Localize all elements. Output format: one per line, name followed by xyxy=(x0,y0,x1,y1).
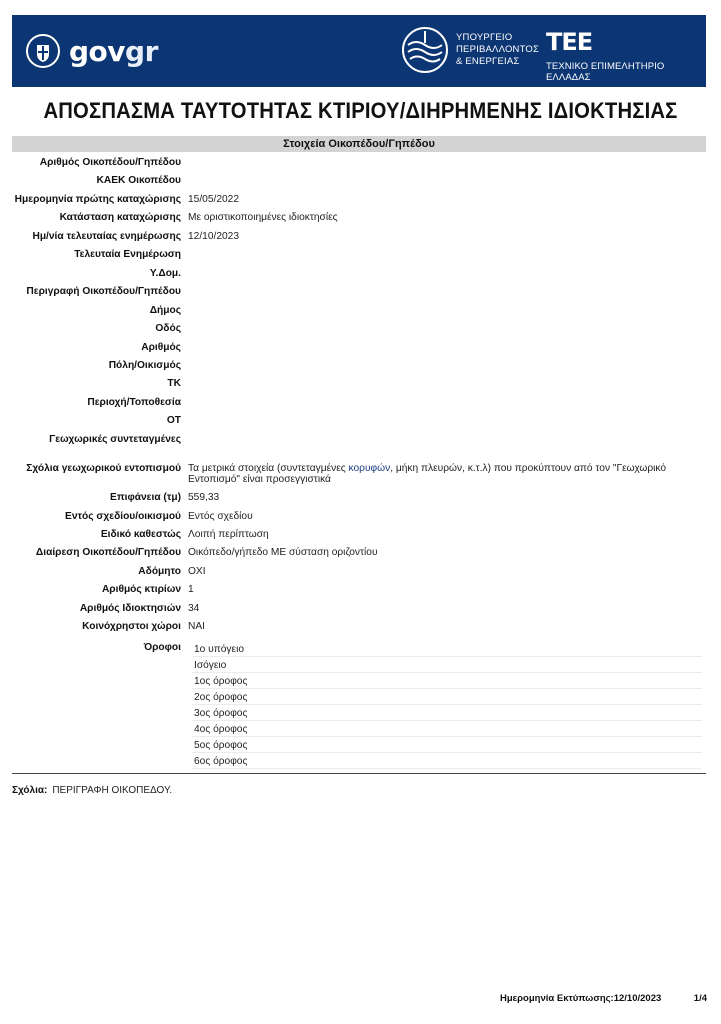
greek-emblem-icon xyxy=(25,33,61,69)
list-item: 5ος όροφος xyxy=(192,737,702,753)
tee-name: ΤΕΧΝΙΚΟ ΕΠΙΜΕΛΗΤΗΡΙΟ ΕΛΛΑΔΑΣ xyxy=(546,61,665,83)
section-title: Στοιχεία Οικοπέδου/Γηπέδου xyxy=(12,136,706,152)
floors-label: Όροφοι xyxy=(143,642,181,653)
comments-label: Σχόλια: xyxy=(12,785,48,796)
list-item: 6ος όροφος xyxy=(192,753,702,769)
floors-list xyxy=(192,641,702,769)
list-item: 3ος όροφος xyxy=(192,705,702,721)
tee-mark: ΤΕΕ xyxy=(546,28,593,56)
list-item: 4ος όροφος xyxy=(192,721,702,737)
tee-logo xyxy=(546,29,706,83)
header-bar xyxy=(12,15,706,87)
ministry-name: ΥΠΟΥΡΓΕΙΟ ΠΕΡΙΒΑΛΛΟΝΤΟΣ & ΕΝΕΡΓΕΙΑΣ xyxy=(456,32,540,67)
list-item: 2ος όροφος xyxy=(192,689,702,705)
list-item: Ισόγειο xyxy=(192,657,702,673)
comments xyxy=(12,785,172,796)
govgr-wordmark: govgr xyxy=(69,34,158,68)
divider xyxy=(12,773,706,774)
list-item: 1ο υπόγειο xyxy=(192,641,702,657)
comments-value: ΠΕΡΙΓΡΑΦΗ ΟΙΚΟΠΕΔΟΥ. xyxy=(52,785,173,796)
list-item: 1ος όροφος xyxy=(192,673,702,689)
geo-comment-text: Τα μετρικά στοιχεία (συντεταγμένες κορυφών, μήκη πλευρών, κ.τ.λ) που προκύπτουν από τον "Γεωχωρικό Εντοπισμό" είναι προσεγγιστικά xyxy=(188,463,667,485)
ministry-wave-icon xyxy=(400,25,450,75)
footer xyxy=(500,993,707,1004)
govgr-logo xyxy=(25,33,158,69)
page-number: 1/4 xyxy=(693,993,707,1004)
print-date: Ημερομηνία Εκτύπωσης:12/10/2023 xyxy=(500,993,662,1004)
document-title: ΑΠΟΣΠΑΣΜΑ ΤΑΥΤΟΤΗΤΑΣ ΚΤΙΡΙΟΥ/ΔΙΗΡΗΜΕΝΗΣ ΙΔΙΟΚΤΗΣΙΑΣ xyxy=(43,98,678,123)
ministry-logo xyxy=(400,25,539,75)
